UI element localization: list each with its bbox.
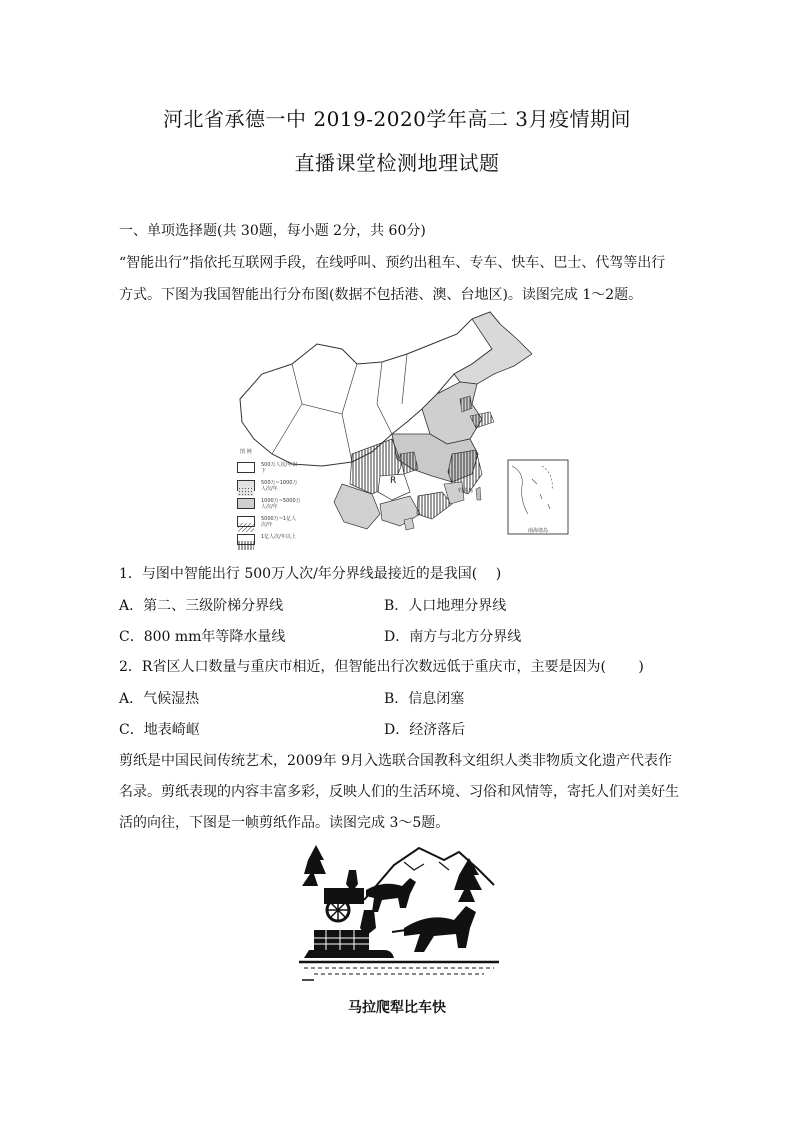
question-1-option-c[interactable]: C．800 mm年等降水量线 <box>119 629 286 645</box>
map-region-hainan <box>404 518 414 530</box>
intro-2-line-1: 剪纸是中国民间传统艺术，2009年 9月入选联合国教科文组织人类非物质文化遗产代表作 <box>119 753 672 769</box>
smart-travel-map-figure <box>232 304 572 554</box>
legend-swatch-white <box>237 462 255 473</box>
legend-item: 1亿人次/年以上 <box>237 534 301 552</box>
tree-right <box>454 858 482 915</box>
intro-1-line-2: 方式。下图为我国智能出行分布图(数据不包括港、澳、台地区)。读图完成 1～2题。 <box>119 287 643 303</box>
legend-swatch-grey <box>237 498 255 509</box>
section-heading: 一、单项选择题(共 30题，每小题 2分，共 60分) <box>119 223 426 239</box>
map-region-guangxi <box>380 496 420 526</box>
legend-item: 500万~1000万人次/年 <box>237 480 301 498</box>
horse-upper <box>366 878 416 912</box>
island-label: 钓鱼岛 <box>458 488 474 494</box>
province-label-r: R <box>390 476 397 486</box>
papercut-illustration <box>294 840 504 990</box>
page-title-line-2: 直播课堂检测地理试题 <box>294 151 500 175</box>
inset-south-sea-box <box>508 460 568 534</box>
legend-item: 500万人次/年以下 <box>237 462 301 480</box>
question-2-option-b[interactable]: B．信息闭塞 <box>384 691 465 707</box>
map-region-guangdong <box>417 492 452 519</box>
tree-left <box>302 845 326 900</box>
legend-swatch-dotted <box>237 480 255 491</box>
question-2-stem: 2．R省区人口数量与重庆市相近，但智能出行次数远低于重庆市，主要是因为( ) <box>119 659 644 675</box>
intro-1-line-1: “智能出行”指依托互联网手段，在线呼叫、预约出租车、专车、快车、巴士、代驾等出行 <box>119 255 666 271</box>
question-1-option-b[interactable]: B．人口地理分界线 <box>384 598 507 614</box>
page-title-line-1: 河北省承德一中 2019-2020学年高二 3月疫情期间 <box>163 107 631 131</box>
papercut-image <box>294 840 504 990</box>
question-2-option-d[interactable]: D．经济落后 <box>384 722 466 738</box>
horse-lower <box>404 906 476 952</box>
legend-item: 1000万~5000万人次/年 <box>237 498 301 516</box>
sled-cargo <box>314 930 369 950</box>
legend-swatch-hatched <box>237 534 255 545</box>
intro-2-line-2: 名录。剪纸表现的内容丰富多彩，反映人们的生活环境、习俗和风情等，寄托人们对美好生 <box>119 784 679 800</box>
question-1-option-a[interactable]: A．第二、三级阶梯分界线 <box>119 598 284 614</box>
legend-item: 5000万~1亿人次/年 <box>237 516 301 534</box>
intro-2-line-3: 活的向往，下图是一帧剪纸作品。读图完成 3～5题。 <box>119 815 450 831</box>
question-1-stem: 1．与图中智能出行 500万人次/年分界线最接近的是我国( ) <box>119 566 502 582</box>
papercut-caption: 马拉爬犁比车快 <box>348 1000 446 1016</box>
sled <box>304 950 394 958</box>
legend-swatch-diagonal <box>237 516 255 527</box>
question-2-option-c[interactable]: C．地表崎岖 <box>119 722 200 738</box>
legend-title: 图 例 <box>240 449 252 455</box>
question-2-option-a[interactable]: A．气候湿热 <box>119 691 200 707</box>
map-legend <box>237 462 301 552</box>
inset-label: 南海诸岛 <box>528 528 549 534</box>
question-1-option-d[interactable]: D．南方与北方分界线 <box>384 629 522 645</box>
map-region-taiwan <box>476 487 481 500</box>
